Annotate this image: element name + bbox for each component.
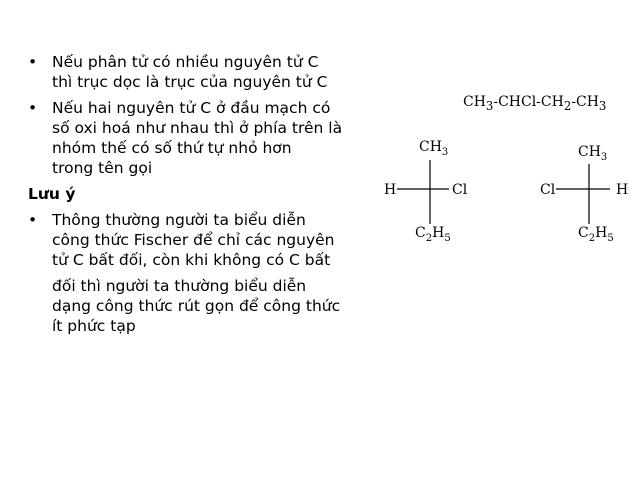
top-group: $CH_3$ — [419, 139, 449, 158]
bullet-2-line-1: Nếu hai nguyên tử C ở đầu mạch có — [52, 99, 331, 117]
formula-part: -CHCl-CH — [493, 94, 564, 110]
bullet-3-line-1: Thông thường người ta biểu diễn — [52, 211, 306, 229]
left-group: Cl — [540, 182, 556, 198]
bottom-group: $C_2H_5$ — [578, 225, 614, 244]
formula-subscript: 3 — [485, 98, 494, 113]
note-heading: Lưu ý — [28, 185, 76, 203]
bullet-marker: • — [28, 99, 38, 117]
right-group: H — [616, 182, 629, 198]
bullet-3-line-3: tử C bất đối, còn khi không có C bất — [52, 251, 331, 269]
bullet-marker: • — [28, 211, 38, 229]
formula-part: CH — [463, 94, 486, 110]
fischer-projection-right — [540, 144, 628, 244]
bullet-3-line-4: đối thì người ta thường biểu diễn — [52, 277, 307, 295]
fischer-projection-left — [384, 139, 468, 244]
formula-subscript: 3 — [598, 98, 607, 113]
bullet-1-line-1: Nếu phân tử có nhiều nguyên tử C — [52, 53, 319, 71]
left-group: H — [384, 182, 397, 198]
bottom-group: $C_2H_5$ — [415, 225, 451, 244]
bullet-2-line-4: trong tên gọi — [52, 159, 153, 177]
right-group: Cl — [452, 182, 468, 198]
bullet-1-line-2: thì trục dọc là trục của nguyên tử C — [52, 73, 328, 91]
formula-subscript: 2 — [563, 98, 572, 113]
formula-part: -CH — [571, 94, 599, 110]
bullet-3-line-5: dạng công thức rút gọn để công thức — [52, 297, 341, 315]
bullet-3-line-6: ít phức tạp — [52, 317, 136, 335]
bullet-3-line-2: công thức Fischer để chỉ các nguyên — [52, 231, 335, 249]
bullet-2-line-3: nhóm thế có số thứ tự nhỏ hơn — [52, 139, 292, 157]
top-group: $CH_3$ — [578, 144, 608, 163]
bullet-marker: • — [28, 53, 38, 71]
bullet-2-line-2: số oxi hoá như nhau thì ở phía trên là — [52, 119, 343, 137]
